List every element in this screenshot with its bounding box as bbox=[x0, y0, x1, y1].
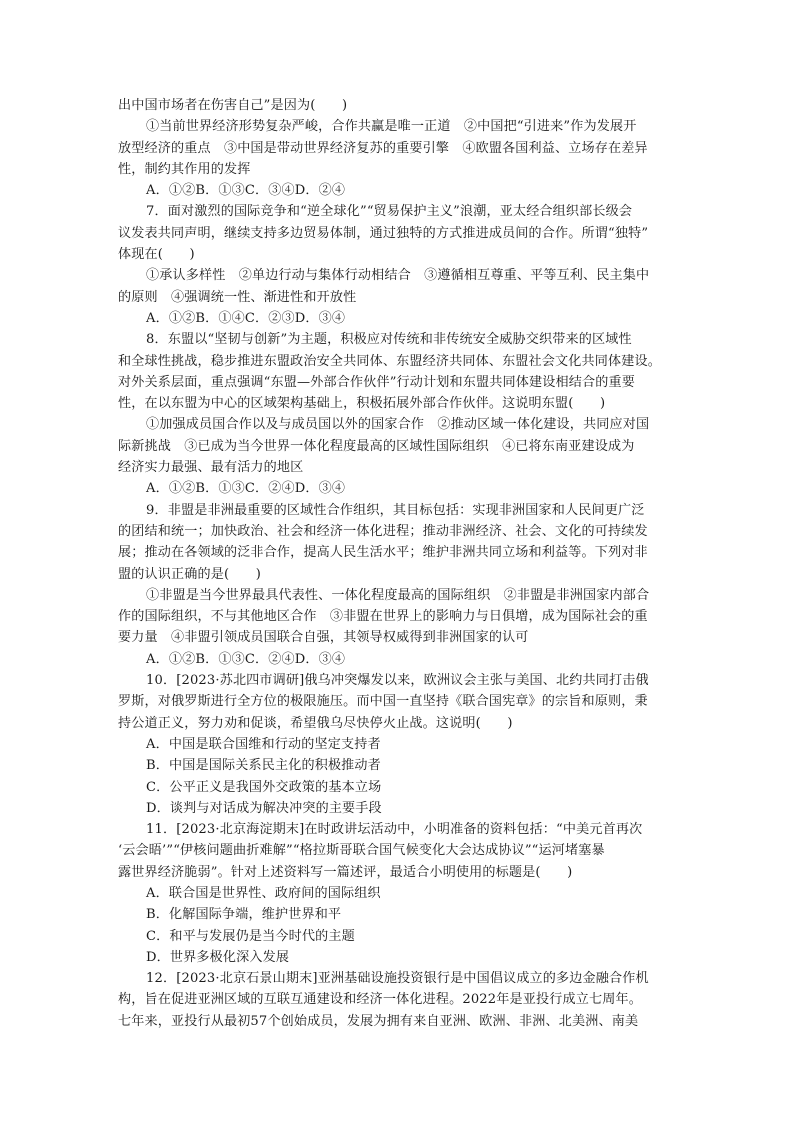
option-d: D．谈判与对话成为解决冲突的主要手段 bbox=[146, 800, 382, 816]
question-9: 9．非盟是非洲最重要的区域性合作组织，其目标包括：实现非洲国家和人民间更广泛 bbox=[146, 502, 645, 518]
option-c: C．公平正义是我国外交政策的基本立场 bbox=[146, 779, 382, 795]
text-line: 持公道正义，努力劝和促谈，希望俄乌尽快停火止战。这说明( ) bbox=[118, 715, 513, 731]
answer-options: A．①②B．①③C．②④D．③④ bbox=[146, 651, 346, 667]
question-7: 7．面对激烈的国际竞争和“逆全球化”“贸易保护主义”浪潮，亚太经合组织部长级会 bbox=[146, 204, 633, 220]
text-line: 展；推动在各领域的泛非合作，提高人民生活水平；维护非洲共同立场和利益等。下列对非 bbox=[118, 545, 648, 561]
exam-page bbox=[118, 95, 684, 1032]
option-b: B．化解国际争端，维护世界和平 bbox=[146, 907, 342, 923]
text-line: 出中国市场者在伤害自己”是因为( ) bbox=[118, 98, 348, 113]
text-line: 性，在以东盟为中心的区域架构基础上，积极拓展外部合作伙伴。这说明东盟( ) bbox=[118, 396, 606, 412]
text-line: 体现在( ) bbox=[118, 247, 195, 263]
text-line: 和全球性挑战，稳步推进东盟政治安全共同体、东盟经济共同体、东盟社会文化共同体建设。 bbox=[118, 353, 661, 369]
text-line: 构，旨在促进亚洲区域的互联互通建设和经济一体化进程。2022年是亚投行成立七周年。 bbox=[118, 992, 642, 1008]
answer-options: A．①②B．①④C．②③D．③④ bbox=[146, 310, 346, 326]
text-line: 际新挑战 ③已成为当今世界一体化程度最高的区域性国际组织 ④已将东南亚建设成为 bbox=[118, 438, 635, 454]
question-8: 8．东盟以“坚韧与创新”为主题，积极应对传统和非传统安全威胁交织带来的区域性 bbox=[146, 332, 632, 348]
text-line: ①非盟是当今世界最具代表性、一体化程度最高的国际组织 ②非盟是非洲国家内部合 bbox=[146, 587, 650, 603]
text-line: 要力量 ④非盟引领成员国联合自强，其领导权威得到非洲国家的认可 bbox=[118, 630, 529, 646]
text-line: 性，制约其作用的发挥 bbox=[118, 161, 251, 177]
question-11: 11．[2023·北京海淀期末]在时政讲坛活动中，小明准备的资料包括：“中美元首再次 bbox=[146, 822, 643, 838]
text-line: ①当前世界经济形势复杂严峻，合作共赢是唯一正道 ②中国把“引进来”作为发展开 bbox=[146, 119, 637, 135]
text-line: 议发表共同声明，继续支持多边贸易体制，通过独特的方式推进成员间的合作。所谓“独特” bbox=[118, 225, 649, 241]
option-b: B．中国是国际关系民主化的积极推动者 bbox=[146, 758, 381, 774]
option-c: C．和平与发展仍是当今时代的主题 bbox=[146, 928, 355, 944]
text-line: 经济实力最强、最有活力的地区 bbox=[118, 460, 304, 476]
text-line: 七年来，亚投行从最初57个创始成员，发展为拥有来自亚洲、欧洲、非洲、北美洲、南美 bbox=[118, 1013, 639, 1029]
text-line: 对外关系层面，重点强调“东盟—外部合作伙伴”行动计划和东盟共同体建设相结合的重要 bbox=[118, 374, 635, 390]
answer-options: A．①②B．①③C．②④D．③④ bbox=[146, 481, 346, 497]
question-12: 12．[2023·北京石景山期末]亚洲基础设施投资银行是中国倡议成立的多边金融合作机 bbox=[146, 971, 649, 987]
text-line: 作的国际组织，不与其他地区合作 ③非盟在世界上的影响力与日俱增，成为国际社会的重 bbox=[118, 609, 648, 625]
text-line: ①承认多样性 ②单边行动与集体行动相结合 ③遵循相互尊重、平等互利、民主集中 bbox=[146, 268, 650, 284]
text-line: ①加强成员国合作以及与成员国以外的国家合作 ②推动区域一体化建设，共同应对国 bbox=[146, 417, 650, 433]
answer-options: A．①②B．①③C．③④D．②④ bbox=[146, 183, 346, 199]
option-a: A．联合国是世界性、政府间的国际组织 bbox=[146, 885, 381, 901]
text-line: 盟的认识正确的是( ) bbox=[118, 566, 261, 582]
text-line: 罗斯，对俄罗斯进行全方位的极限施压。而中国一直坚持《联合国宪章》的宗旨和原则，秉 bbox=[118, 694, 648, 710]
text-line: 的团结和统一；加快政治、社会和经济一体化进程；推动非洲经济、社会、文化的可持续发 bbox=[118, 523, 648, 539]
text-line: 露世界经济脆弱”。针对上述资料写一篇述评，最适合小明使用的标题是( ) bbox=[118, 864, 573, 880]
question-10: 10．[2023·苏北四市调研]俄乌冲突爆发以来，欧洲议会主张与美国、北约共同打击俄 bbox=[146, 673, 649, 689]
option-a: A．中国是联合国维和行动的坚定支持者 bbox=[146, 736, 381, 752]
option-d: D．世界多极化深入发展 bbox=[146, 949, 290, 965]
text-line: ‘云会晤’”“伊核问题曲折难解”“格拉斯哥联合国气候变化大会达成协议”“运河堵塞暴 bbox=[118, 843, 605, 859]
text-line: 的原则 ④强调统一性、渐进性和开放性 bbox=[118, 289, 357, 305]
text-line: 放型经济的重点 ③中国是带动世界经济复苏的重要引擎 ④欧盟各国利益、立场存在差异 bbox=[118, 140, 648, 156]
